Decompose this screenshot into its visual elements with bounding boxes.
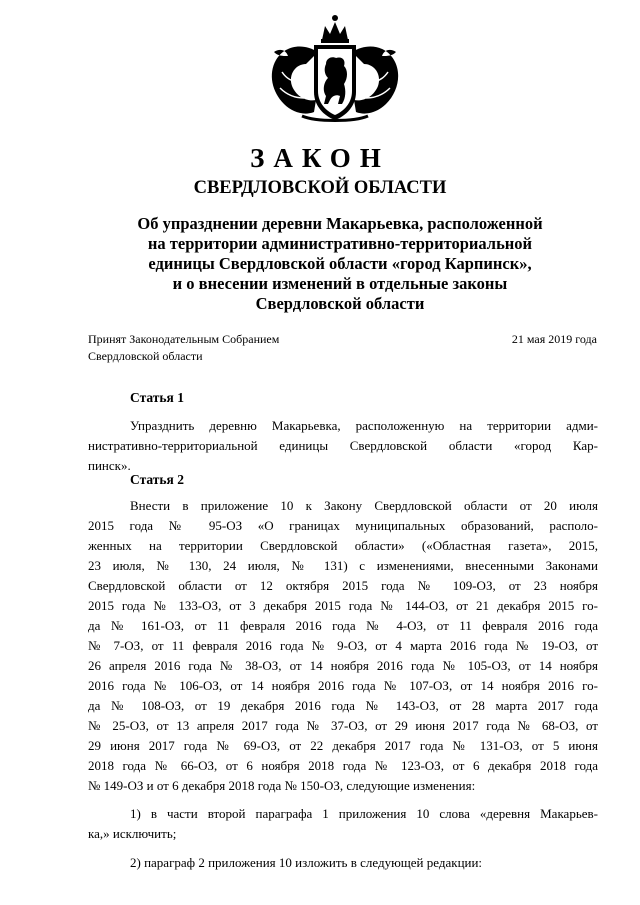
law-title [60, 214, 620, 314]
law-title-line: Свердловской области [255, 294, 425, 313]
article-2-heading: Статья 2 [130, 472, 184, 487]
law-title-line: и о внесении изменений в отдельные законы [172, 274, 508, 293]
article-1-line: нистративно-территориальной единицы Свердловской области «город Кар- [88, 438, 598, 453]
article-2-item-1-line: ка,» исключить; [88, 826, 177, 841]
griffon-right-icon [352, 46, 398, 113]
article-2-line: № 25-ОЗ, от 13 апреля 2017 года № 37-ОЗ, от 29 июня 2017 года № 68-ОЗ, от [88, 718, 598, 733]
article-2-line: 2016 года № 106-ОЗ, от 14 ноября 2016 года № 107-ОЗ, от 14 ноября 2016 го- [88, 678, 598, 693]
law-title-line: на территории административно-территориальной [147, 234, 533, 253]
article-2-line: 26 апреля 2016 года № 38-ОЗ, от 14 ноября 2016 года № 105-ОЗ, от 14 ноября [88, 658, 598, 673]
adopted-by-line: Свердловской области [88, 349, 203, 363]
article-2-line: женных на территории Свердловской области» («Областная газета», 2015, [88, 538, 598, 553]
crown-icon [321, 15, 349, 43]
article-2-item-1-line: 1) в части второй параграфа 1 приложения 10 слова «деревня Макарьев- [130, 806, 598, 821]
article-1-heading: Статья 1 [130, 390, 184, 405]
article-2-line: 23 июля, № 130, 24 июля, № 131) с изменениями, внесенными Законами [88, 558, 598, 573]
region-title: СВЕРДЛОВСКОЙ ОБЛАСТИ [193, 178, 447, 198]
coat-of-arms-icon [262, 12, 408, 126]
adopted-date: 21 мая 2019 года [511, 332, 597, 346]
article-2-line: № 149-ОЗ и от 6 декабря 2018 года № 150-ОЗ, следующие изменения: [88, 778, 476, 793]
article-2-line: да № 161-ОЗ, от 11 февраля 2016 года № 4-ОЗ, от 11 февраля 2016 года [88, 618, 598, 633]
griffon-left-icon [272, 46, 318, 113]
article-2-line: Свердловской области от 12 октября 2015 года № 109-ОЗ, от 23 ноября [88, 578, 598, 593]
article-2-line: Внести в приложение 10 к Закону Свердловской области от 20 июля [130, 498, 598, 513]
article-2-line: 29 июня 2017 года № 69-ОЗ, от 22 декабря 2017 года № 131-ОЗ, от 5 июня [88, 738, 598, 753]
article-2-item-2-line: 2) параграф 2 приложения 10 изложить в следующей редакции: [130, 855, 483, 870]
law-title-line: единицы Свердловской области «город Карпинск», [148, 254, 532, 273]
article-2-line: 2015 года № 133-ОЗ, от 3 декабря 2015 года № 144-ОЗ, от 21 декабря 2015 го- [88, 598, 598, 613]
adopted-by [88, 331, 328, 365]
law-word: ЗАКОН [250, 143, 390, 173]
article-2-line: 2018 года № 66-ОЗ, от 6 ноября 2018 года № 123-ОЗ, от 6 декабря 2018 года [88, 758, 598, 773]
adopted-by-line: Принят Законодательным Собранием [88, 332, 280, 346]
article-1-line: пинск». [88, 458, 131, 473]
article-1-line: Упразднить деревню Макарьевка, расположенную на территории адми- [130, 418, 598, 433]
article-2-line: да № 108-ОЗ, от 19 декабря 2016 года № 143-ОЗ, от 28 марта 2017 года [88, 698, 598, 713]
article-2-line: № 7-ОЗ, от 11 февраля 2016 года № 9-ОЗ, от 4 марта 2016 года № 19-ОЗ, от [88, 638, 598, 653]
article-2-line: 2015 года № 95-ОЗ «О границах муниципальных образований, располо- [88, 518, 598, 533]
law-title-line: Об упразднении деревни Макарьевка, расположенной [137, 214, 543, 233]
